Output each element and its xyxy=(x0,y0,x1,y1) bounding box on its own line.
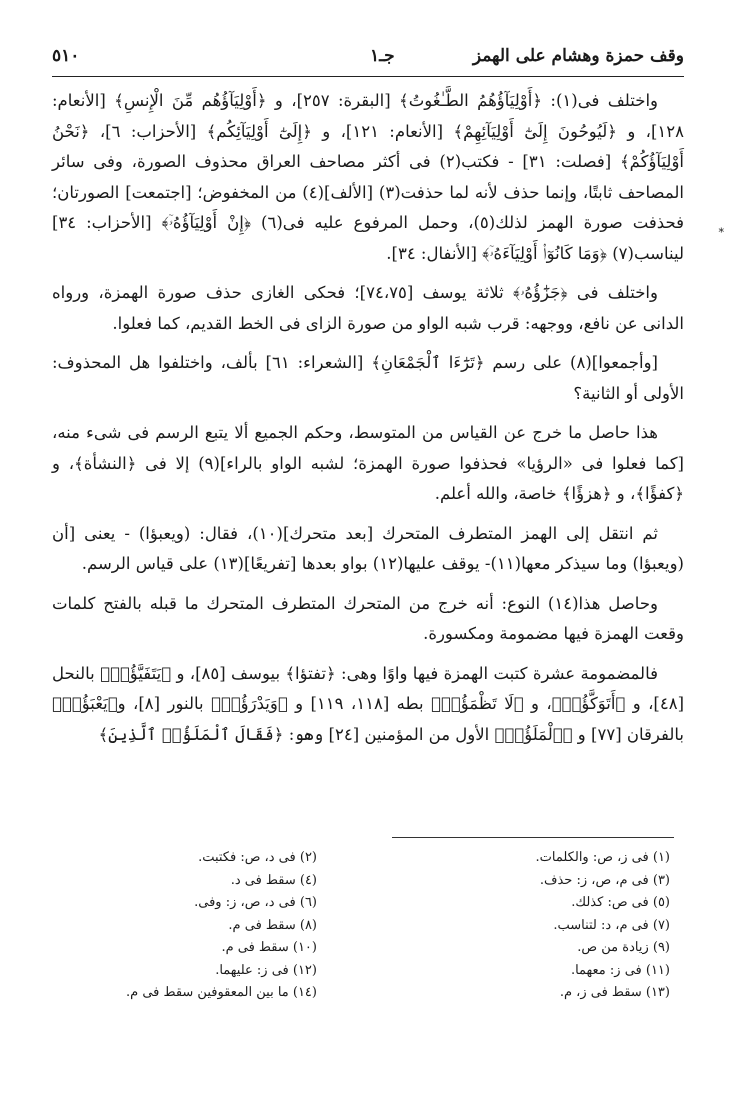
footnotes-right-column xyxy=(365,847,670,1005)
paragraph-jazaouhu: واختلف فى ﴿جَزَٰٓؤُهُۥ﴾ ثلاثة يوسف [٧٤،٧٥]؛ فحكى الغازى حذف صورة الهمزة، ورواه الدانى عن نافع، ووجهه: قرب شبه الواو من صورة الزاى فى الخط القديم، كما فعلوا. xyxy=(52,283,684,333)
footnote: (٢) فى د، ص: فكتبت. xyxy=(198,850,317,865)
page-header xyxy=(52,40,684,76)
main-text xyxy=(52,86,684,759)
footnote: (١) فى ز، ص: والكلمات. xyxy=(535,850,670,865)
footnote: (٨) سقط فى م. xyxy=(228,917,317,933)
footnote-rule xyxy=(392,837,674,838)
paragraph-taraa: [وأجمعوا](٨) على رسم ﴿تَرَٰٓءَا ٱلْجَمْعَانِ﴾ [الشعراء: ٦١] بألف، واختلفوا هل المحذوف: الأولى أو الثانية؟ xyxy=(52,353,684,403)
paragraph-mutatarrif: ثم انتقل إلى الهمز المتطرف المتحرك [بعد متحرك](١٠)، فقال: (ويعبؤا) - يعنى [أن (ويعبؤا) وما سيذكر معها(١١)- يوقف عليها(١٢) بواو بعدها [تفريعًا](١٣) على قياس الرسم. xyxy=(52,523,684,573)
footnote: (١٠) سقط فى م. xyxy=(221,940,317,955)
footnotes-left-column xyxy=(60,847,365,1005)
margin-marker: * xyxy=(718,226,724,239)
footnote: (١٣) سقط فى ز، م. xyxy=(559,985,670,1000)
footnotes xyxy=(60,847,670,1005)
volume-label: جـ١ xyxy=(370,46,395,66)
page-number: ٥١٠ xyxy=(52,46,80,66)
footnote: (١١) فى ز: معهما. xyxy=(570,962,670,978)
footnote: (٣) فى م، ص، ز: حذف. xyxy=(539,872,670,888)
footnote: (١٤) ما بين المعقوفين سقط فى م. xyxy=(126,985,317,1000)
footnote: (٦) فى د، ص، ز: وفى. xyxy=(194,895,317,910)
footnote: (٧) فى م، د: لتناسب. xyxy=(553,917,670,933)
paragraph-awliya: واختلف فى(١): ﴿أَوْلِيَآؤُهُمُ الطَّـٰغُوتُ﴾ [البقرة: ٢٥٧]، و ﴿أَوْلِيَآؤُهُم مِّنَ الْإِنسِ﴾ [الأنعام: ١٢٨]، و ﴿لَيُوحُونَ إِلَىٰٓ أَوْلِيَآئِهِمْ﴾ [الأنعام: ١٢١]، و ﴿إِلَىٰٓ أَوْلِيَآئِكُم﴾ [الأحزاب: ٦]، ﴿نَحْنُ أَوْلِيَآؤُكُمْ﴾ [فصلت: ٣١] - فكتب(٢) فى أكثر مصاحف العراق محذوف الصورة، وفى سائر المصاحف ثابتًا، وإنما حذف لأنه لما حذفت(٣) [الألف](٤) من المخفوض؛ [اجتمعت] الصورتان؛ فحذفت صورة الهمز لذلك(٥)، وحمل المرفوع عليه فى(٦) ﴿إِنْ أَوْلِيَآؤُهُۥٓ﴾ [الأحزاب: ٣٤] ليناسب(٧) ﴿وَمَا كَانُوٓا۟ أَوْلِيَآءَهُۥٓ﴾ [الأنفال: ٣٤]. xyxy=(52,91,685,263)
footnote: (١٢) فى ز: عليهما. xyxy=(215,962,317,978)
footnote: (٥) فى ص: كذلك. xyxy=(571,895,670,910)
footnote: (٩) زيادة من ص. xyxy=(577,940,670,955)
footnote: (٤) سقط فى د. xyxy=(230,872,317,888)
paragraph-madmuma: فالمضمومة عشرة كتبت الهمزة فيها واوًا وهى: ﴿تفتؤا﴾ بيوسف [٨٥]، و ﴿يَتَفَيَّؤُا۟﴾ بالنحل [٤٨]، و ﴿أَتَوَكَّؤُا۟﴾، و ﴿لَا تَظْمَؤُا۟﴾ بطه [١١٨، ١١٩] و ﴿وَيَدْرَؤُا۟﴾ بالنور [٨]، و﴿يَعْبَؤُا۟﴾ بالفرقان [٧٧] و ﴿ٱلْمَلَؤُا۟﴾ الأول من المؤمنين [٢٤] وهو: ﴿فَقَالَ ٱلْمَلَؤُا۟ ٱلَّذِينَ﴾ xyxy=(52,663,685,744)
header-rule xyxy=(52,76,684,77)
paragraph-summary: هذا حاصل ما خرج عن القياس من المتوسط، وحكم الجميع ألا يتبع الرسم فى شىء منه، [كما فعلوا فى «الرؤيا» فحذفوا صورة الهمزة؛ لشبه الواو بالراء](٩) إلا فى ﴿النشأة﴾، و ﴿كفؤًا﴾، و ﴿هزؤًا﴾ خاصة، والله أعلم. xyxy=(52,423,684,503)
paragraph-naw: وحاصل هذا(١٤) النوع: أنه خرج من المتحرك المتطرف المتحرك ما قبله بالفتح كلمات وقعت الهمزة فيها مضمومة ومكسورة. xyxy=(52,593,684,643)
running-title: وقف حمزة وهشام على الهمز xyxy=(472,46,684,66)
